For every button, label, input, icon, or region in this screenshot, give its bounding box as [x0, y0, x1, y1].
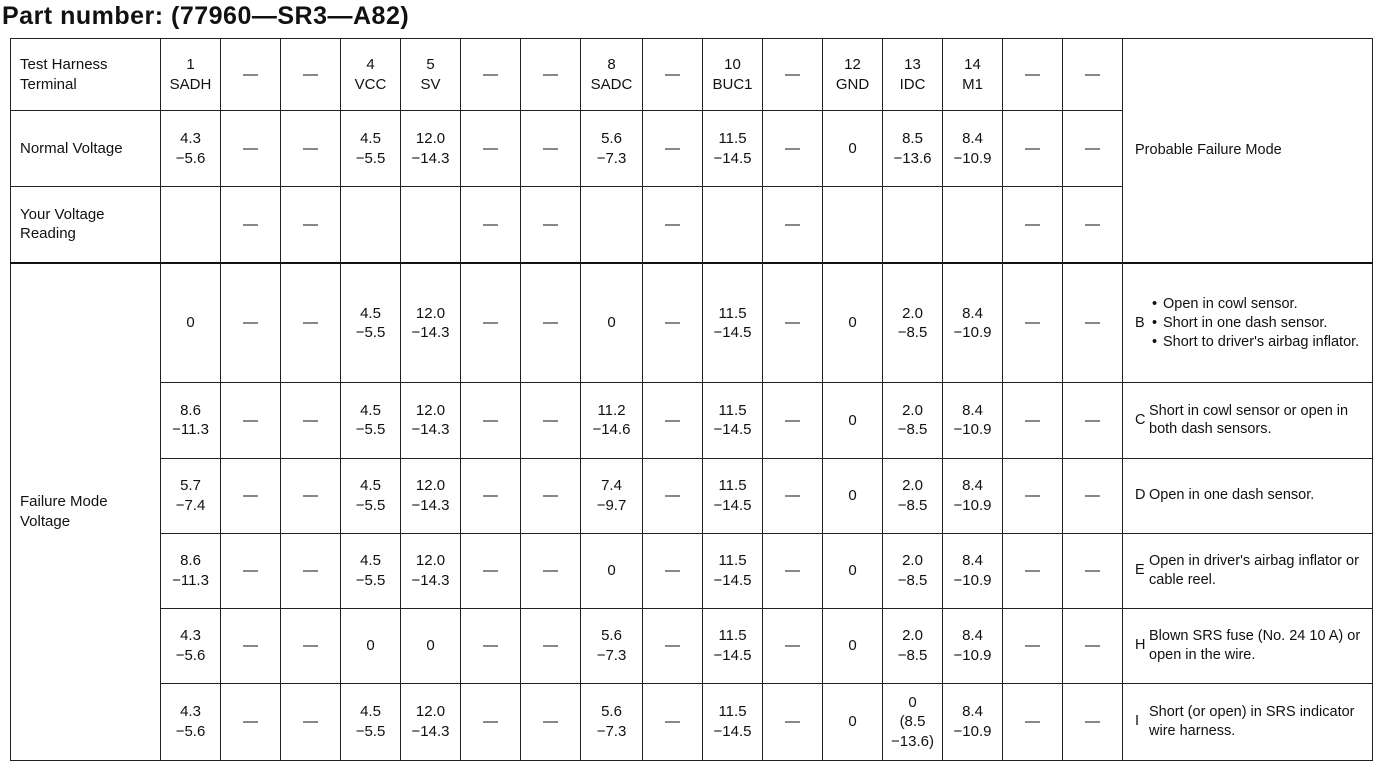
- failure-mode-cell: 8.4 −10.9: [943, 608, 1003, 683]
- normal-voltage-cell: —: [281, 111, 341, 187]
- failure-mode-row: [11, 383, 1373, 458]
- failure-mode-row: [11, 608, 1373, 683]
- your-voltage-cell: —: [221, 187, 281, 263]
- failure-mode-cell: —: [521, 383, 581, 458]
- failure-mode-text: Open in driver's airbag inflator or cable reel.: [1149, 552, 1359, 588]
- your-voltage-cell: —: [281, 187, 341, 263]
- terminal-header-cell: 10 BUC1: [703, 39, 763, 111]
- your-voltage-cell: [943, 187, 1003, 263]
- failure-mode-cell: 4.3 −5.6: [161, 683, 221, 760]
- normal-voltage-cell: 8.4 −10.9: [943, 111, 1003, 187]
- terminal-header-row: [11, 39, 1373, 111]
- failure-mode-cell: —: [763, 683, 823, 760]
- voltage-troubleshooting-table: [10, 38, 1373, 761]
- row-label-your-voltage-reading: Your Voltage Reading: [11, 187, 161, 263]
- terminal-header-cell: —: [221, 39, 281, 111]
- failure-mode-cell: —: [643, 263, 703, 383]
- failure-mode-cell: —: [281, 263, 341, 383]
- failure-mode-cell: —: [521, 458, 581, 533]
- normal-voltage-cell: —: [521, 111, 581, 187]
- terminal-header-cell: —: [1063, 39, 1123, 111]
- your-voltage-cell: [703, 187, 763, 263]
- failure-mode-cell: 0: [161, 263, 221, 383]
- your-voltage-cell: —: [1003, 187, 1063, 263]
- failure-mode-cell: —: [1003, 608, 1063, 683]
- failure-mode-cell: 0: [401, 608, 461, 683]
- failure-mode-cell: 0: [823, 458, 883, 533]
- your-voltage-cell: —: [763, 187, 823, 263]
- failure-mode-cell: 8.4 −10.9: [943, 533, 1003, 608]
- failure-mode-cell: 0: [581, 263, 643, 383]
- failure-mode-description: [1123, 608, 1373, 683]
- terminal-header-cell: 13 IDC: [883, 39, 943, 111]
- failure-mode-cell: —: [1063, 263, 1123, 383]
- normal-voltage-cell: —: [1003, 111, 1063, 187]
- failure-mode-cell: 5.6 −7.3: [581, 683, 643, 760]
- failure-mode-cell: 11.5 −14.5: [703, 608, 763, 683]
- failure-mode-cell: —: [763, 383, 823, 458]
- row-label-test-harness-terminal: Test Harness Terminal: [11, 39, 161, 111]
- failure-mode-cell: 0: [581, 533, 643, 608]
- failure-mode-cell: 8.4 −10.9: [943, 458, 1003, 533]
- failure-mode-cell: 7.4 −9.7: [581, 458, 643, 533]
- failure-mode-cell: —: [221, 263, 281, 383]
- failure-mode-cell: —: [1063, 533, 1123, 608]
- failure-mode-text: Blown SRS fuse (No. 24 10 A) or open in the wire.: [1149, 627, 1361, 663]
- terminal-header-cell: —: [1003, 39, 1063, 111]
- failure-mode-row: [11, 458, 1373, 533]
- failure-mode-cell: 5.6 −7.3: [581, 608, 643, 683]
- failure-mode-cell: 8.6 −11.3: [161, 383, 221, 458]
- failure-mode-cell: —: [1003, 263, 1063, 383]
- failure-mode-cell: —: [1003, 458, 1063, 533]
- failure-mode-cell: —: [221, 683, 281, 760]
- failure-mode-cell: —: [521, 683, 581, 760]
- normal-voltage-cell: 4.3 −5.6: [161, 111, 221, 187]
- failure-mode-cell: 5.7 −7.4: [161, 458, 221, 533]
- terminal-header-cell: 5 SV: [401, 39, 461, 111]
- failure-mode-cell: —: [643, 608, 703, 683]
- failure-mode-cell: 4.5 −5.5: [341, 683, 401, 760]
- failure-mode-cell: 8.4 −10.9: [943, 263, 1003, 383]
- normal-voltage-cell: —: [763, 111, 823, 187]
- your-voltage-cell: —: [643, 187, 703, 263]
- failure-mode-cell: 8.4 −10.9: [943, 383, 1003, 458]
- failure-mode-cell: —: [221, 458, 281, 533]
- terminal-header-cell: 14 M1: [943, 39, 1003, 111]
- normal-voltage-cell: —: [221, 111, 281, 187]
- failure-mode-cell: 11.5 −14.5: [703, 383, 763, 458]
- terminal-header-cell: —: [281, 39, 341, 111]
- failure-mode-text: Short in cowl sensor or open in both dash sensors.: [1149, 402, 1349, 438]
- failure-mode-letter: D: [1135, 487, 1146, 504]
- failure-mode-cell: 4.3 −5.6: [161, 608, 221, 683]
- failure-mode-cell: 0: [341, 608, 401, 683]
- your-voltage-cell: [581, 187, 643, 263]
- failure-mode-cell: 4.5 −5.5: [341, 533, 401, 608]
- your-voltage-cell: —: [521, 187, 581, 263]
- failure-mode-cell: 4.5 −5.5: [341, 458, 401, 533]
- failure-mode-cell: —: [461, 533, 521, 608]
- failure-mode-cell: —: [461, 683, 521, 760]
- failure-mode-cell: 12.0 −14.3: [401, 683, 461, 760]
- failure-mode-letter: H: [1135, 637, 1146, 654]
- failure-mode-cell: —: [461, 458, 521, 533]
- your-voltage-cell: [341, 187, 401, 263]
- failure-mode-cell: —: [281, 383, 341, 458]
- failure-mode-cell: —: [643, 683, 703, 760]
- failure-mode-cell: 0 (8.5 −13.6): [883, 683, 943, 760]
- failure-mode-description: [1123, 683, 1373, 760]
- failure-mode-cell: 12.0 −14.3: [401, 458, 461, 533]
- failure-mode-cell: —: [281, 533, 341, 608]
- failure-mode-cell: —: [461, 263, 521, 383]
- failure-mode-text: [1149, 295, 1368, 352]
- failure-mode-cell: 12.0 −14.3: [401, 383, 461, 458]
- normal-voltage-cell: —: [643, 111, 703, 187]
- failure-mode-description: [1123, 263, 1373, 383]
- failure-mode-letter: I: [1135, 713, 1140, 730]
- failure-mode-text: Open in one dash sensor.: [1149, 487, 1315, 504]
- failure-mode-cell: 11.5 −14.5: [703, 533, 763, 608]
- failure-mode-bullet: • Open in cowl sensor.: [1163, 295, 1368, 314]
- your-voltage-cell: —: [461, 187, 521, 263]
- failure-mode-cell: —: [521, 608, 581, 683]
- your-voltage-cell: [883, 187, 943, 263]
- row-label-normal-voltage: Normal Voltage: [11, 111, 161, 187]
- failure-mode-cell: —: [221, 608, 281, 683]
- failure-mode-cell: 8.6 −11.3: [161, 533, 221, 608]
- terminal-header-cell: 8 SADC: [581, 39, 643, 111]
- normal-voltage-cell: —: [461, 111, 521, 187]
- normal-voltage-cell: 4.5 −5.5: [341, 111, 401, 187]
- failure-mode-cell: 0: [823, 683, 883, 760]
- failure-mode-row: [11, 263, 1373, 383]
- failure-mode-cell: —: [763, 263, 823, 383]
- your-voltage-cell: [161, 187, 221, 263]
- row-label-failure-mode-voltage: Failure Mode Voltage: [11, 263, 161, 761]
- your-voltage-cell: —: [1063, 187, 1123, 263]
- failure-mode-text: Short (or open) in SRS indicator wire harness.: [1149, 704, 1355, 739]
- failure-mode-cell: —: [1003, 383, 1063, 458]
- failure-mode-cell: 12.0 −14.3: [401, 533, 461, 608]
- failure-mode-cell: 11.5 −14.5: [703, 263, 763, 383]
- failure-mode-row: [11, 533, 1373, 608]
- failure-mode-cell: 0: [823, 608, 883, 683]
- failure-mode-letter: C: [1135, 412, 1146, 429]
- failure-mode-cell: 0: [823, 383, 883, 458]
- normal-voltage-cell: 5.6 −7.3: [581, 111, 643, 187]
- failure-mode-cell: 12.0 −14.3: [401, 263, 461, 383]
- terminal-header-cell: 12 GND: [823, 39, 883, 111]
- normal-voltage-cell: 8.5 −13.6: [883, 111, 943, 187]
- failure-mode-cell: 0: [823, 263, 883, 383]
- failure-mode-cell: —: [461, 608, 521, 683]
- failure-mode-bullet: • Short in one dash sensor.: [1163, 314, 1368, 333]
- failure-mode-letter: B: [1135, 314, 1145, 331]
- failure-mode-cell: —: [281, 683, 341, 760]
- failure-mode-cell: —: [521, 263, 581, 383]
- probable-failure-mode-header: Probable Failure Mode: [1123, 39, 1373, 263]
- your-voltage-cell: [401, 187, 461, 263]
- failure-mode-description: [1123, 533, 1373, 608]
- terminal-header-cell: 4 VCC: [341, 39, 401, 111]
- failure-mode-cell: —: [1003, 533, 1063, 608]
- failure-mode-cell: 11.5 −14.5: [703, 458, 763, 533]
- failure-mode-cell: —: [281, 608, 341, 683]
- failure-mode-cell: —: [763, 608, 823, 683]
- failure-mode-cell: 2.0 −8.5: [883, 458, 943, 533]
- failure-mode-cell: 2.0 −8.5: [883, 263, 943, 383]
- normal-voltage-cell: 11.5 −14.5: [703, 111, 763, 187]
- failure-mode-cell: 0: [823, 533, 883, 608]
- failure-mode-cell: 2.0 −8.5: [883, 608, 943, 683]
- terminal-header-cell: —: [643, 39, 703, 111]
- failure-mode-cell: 2.0 −8.5: [883, 383, 943, 458]
- failure-mode-cell: —: [763, 458, 823, 533]
- failure-mode-row: [11, 683, 1373, 760]
- failure-mode-cell: —: [1063, 608, 1123, 683]
- failure-mode-cell: 8.4 −10.9: [943, 683, 1003, 760]
- failure-mode-letter: E: [1135, 562, 1145, 579]
- failure-mode-cell: —: [221, 533, 281, 608]
- failure-mode-bullet: • Short to driver's airbag inflator.: [1163, 333, 1368, 352]
- failure-mode-description: [1123, 458, 1373, 533]
- normal-voltage-cell: 0: [823, 111, 883, 187]
- terminal-header-cell: 1 SADH: [161, 39, 221, 111]
- failure-mode-cell: —: [643, 383, 703, 458]
- failure-mode-cell: —: [763, 533, 823, 608]
- failure-mode-cell: —: [1063, 458, 1123, 533]
- failure-mode-cell: 11.5 −14.5: [703, 683, 763, 760]
- failure-mode-cell: —: [221, 383, 281, 458]
- your-voltage-cell: [823, 187, 883, 263]
- failure-mode-description: [1123, 383, 1373, 458]
- failure-mode-cell: —: [461, 383, 521, 458]
- failure-mode-cell: —: [1063, 683, 1123, 760]
- failure-mode-cell: 4.5 −5.5: [341, 263, 401, 383]
- normal-voltage-cell: —: [1063, 111, 1123, 187]
- failure-mode-cell: —: [1003, 683, 1063, 760]
- failure-mode-cell: 4.5 −5.5: [341, 383, 401, 458]
- failure-mode-cell: —: [281, 458, 341, 533]
- failure-mode-cell: 11.2 −14.6: [581, 383, 643, 458]
- normal-voltage-cell: 12.0 −14.3: [401, 111, 461, 187]
- terminal-header-cell: —: [521, 39, 581, 111]
- failure-mode-cell: 2.0 −8.5: [883, 533, 943, 608]
- failure-mode-cell: —: [521, 533, 581, 608]
- part-number-heading: Part number: (77960—SR3—A82): [2, 2, 410, 30]
- failure-mode-cell: —: [643, 533, 703, 608]
- failure-mode-cell: —: [643, 458, 703, 533]
- terminal-header-cell: —: [461, 39, 521, 111]
- failure-mode-cell: —: [1063, 383, 1123, 458]
- terminal-header-cell: —: [763, 39, 823, 111]
